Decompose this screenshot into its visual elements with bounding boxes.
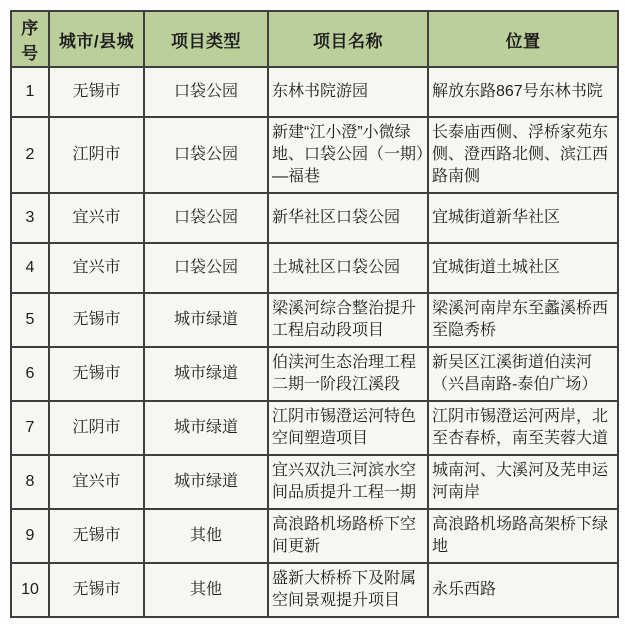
cell-name: 新建“江小澄”小微绿地、口袋公园（一期）—福巷 [268,117,428,193]
table-row [11,193,618,243]
col-header-city: 城市/县城 [49,11,144,67]
cell-city: 无锡市 [49,563,144,617]
cell-name: 伯渎河生态治理工程二期一阶段江溪段 [268,347,428,401]
cell-no: 6 [11,347,49,401]
cell-type: 口袋公园 [144,243,268,293]
cell-location: 解放东路867号东林书院 [428,67,618,117]
cell-type: 城市绿道 [144,293,268,347]
cell-no: 10 [11,563,49,617]
cell-city: 宜兴市 [49,243,144,293]
cell-name: 梁溪河综合整治提升工程启动段项目 [268,293,428,347]
cell-name: 宜兴双氿三河滨水空间品质提升工程一期 [268,455,428,509]
cell-no: 5 [11,293,49,347]
col-header-location: 位置 [428,11,618,67]
col-header-no: 序号 [11,11,49,67]
cell-no: 9 [11,509,49,563]
cell-no: 4 [11,243,49,293]
cell-no: 3 [11,193,49,243]
table-row [11,509,618,563]
table-row [11,67,618,117]
cell-no: 7 [11,401,49,455]
table-row [11,347,618,401]
cell-city: 江阴市 [49,117,144,193]
cell-name: 盛新大桥桥下及附属空间景观提升项目 [268,563,428,617]
cell-no: 1 [11,67,49,117]
projects-table [10,10,619,618]
table-row [11,243,618,293]
cell-no: 2 [11,117,49,193]
cell-no: 8 [11,455,49,509]
cell-name: 江阴市锡澄运河特色空间塑造项目 [268,401,428,455]
cell-location: 新吴区江溪街道伯渎河（兴昌南路-泰伯广场） [428,347,618,401]
table-body [11,67,618,617]
col-header-type: 项目类型 [144,11,268,67]
cell-location: 梁溪河南岸东至蠡溪桥西至隐秀桥 [428,293,618,347]
cell-location: 江阴市锡澄运河两岸，北至杏春桥，南至芙蓉大道 [428,401,618,455]
col-header-name: 项目名称 [268,11,428,67]
cell-type: 口袋公园 [144,193,268,243]
cell-location: 宜城街道土城社区 [428,243,618,293]
table-row [11,293,618,347]
header-row [11,11,618,67]
cell-location: 城南河、大溪河及芜申运河南岸 [428,455,618,509]
cell-type: 其他 [144,563,268,617]
table-row [11,455,618,509]
cell-type: 口袋公园 [144,117,268,193]
cell-city: 江阴市 [49,401,144,455]
cell-city: 无锡市 [49,509,144,563]
cell-type: 城市绿道 [144,455,268,509]
cell-name: 新华社区口袋公园 [268,193,428,243]
cell-name: 土城社区口袋公园 [268,243,428,293]
cell-type: 城市绿道 [144,401,268,455]
cell-type: 城市绿道 [144,347,268,401]
cell-city: 无锡市 [49,293,144,347]
table-row [11,117,618,193]
cell-name: 高浪路机场路桥下空间更新 [268,509,428,563]
table-row [11,563,618,617]
table-row [11,401,618,455]
cell-type: 口袋公园 [144,67,268,117]
cell-location: 永乐西路 [428,563,618,617]
cell-city: 宜兴市 [49,193,144,243]
cell-location: 长泰庙西侧、浮桥家苑东侧、澄西路北侧、滨江西路南侧 [428,117,618,193]
cell-city: 宜兴市 [49,455,144,509]
cell-city: 无锡市 [49,347,144,401]
cell-type: 其他 [144,509,268,563]
table-header [11,11,618,67]
cell-location: 高浪路机场路高架桥下绿地 [428,509,618,563]
cell-location: 宜城街道新华社区 [428,193,618,243]
cell-name: 东林书院游园 [268,67,428,117]
cell-city: 无锡市 [49,67,144,117]
